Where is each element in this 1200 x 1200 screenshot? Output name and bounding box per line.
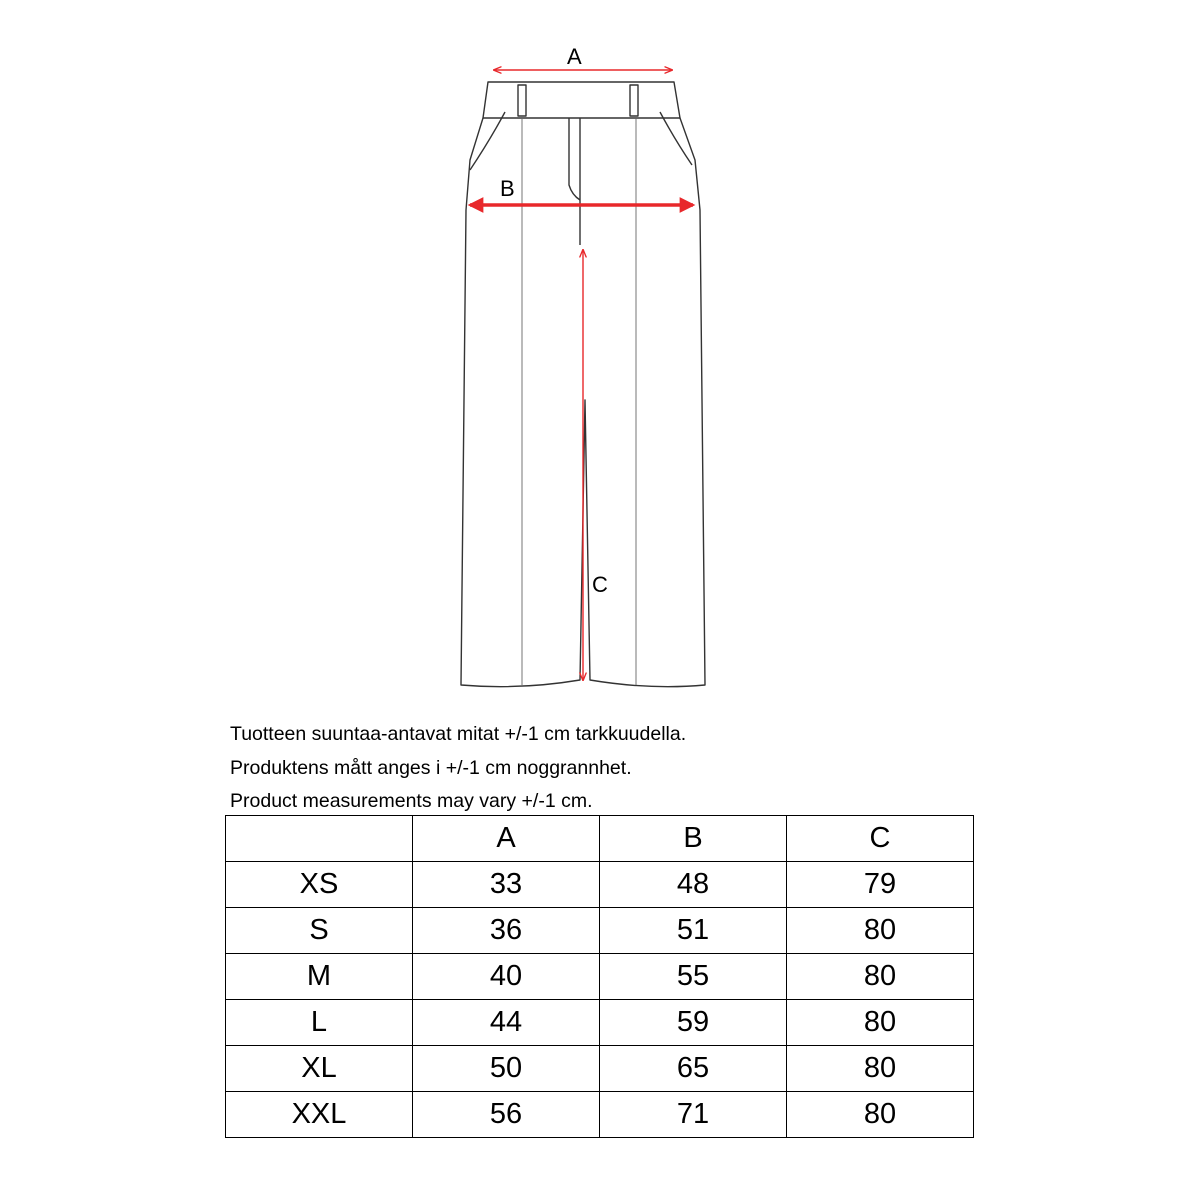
table-row: [226, 1046, 974, 1092]
size-cell: L: [226, 1000, 413, 1046]
table-header-row: [226, 816, 974, 862]
value-cell: 36: [413, 908, 600, 954]
value-cell: 51: [600, 908, 787, 954]
value-cell: 80: [787, 1046, 974, 1092]
size-table: [225, 815, 974, 1138]
value-cell: 56: [413, 1092, 600, 1138]
table-row: [226, 908, 974, 954]
value-cell: 80: [787, 1000, 974, 1046]
value-cell: 55: [600, 954, 787, 1000]
header-size: [226, 816, 413, 862]
table-row: [226, 1092, 974, 1138]
value-cell: 44: [413, 1000, 600, 1046]
value-cell: 40: [413, 954, 600, 1000]
label-b: B: [500, 176, 515, 201]
size-cell: XS: [226, 862, 413, 908]
note-finnish: Tuotteen suuntaa-antavat mitat +/-1 cm tarkkuudella.: [230, 723, 687, 745]
note-english: Product measurements may vary +/-1 cm.: [230, 790, 593, 812]
header-a: A: [413, 816, 600, 862]
waistband: [483, 82, 680, 118]
value-cell: 71: [600, 1092, 787, 1138]
label-a: A: [567, 44, 582, 69]
value-cell: 33: [413, 862, 600, 908]
header-b: B: [600, 816, 787, 862]
measurement-notes: [230, 718, 930, 819]
value-cell: 79: [787, 862, 974, 908]
value-cell: 48: [600, 862, 787, 908]
table-row: [226, 1000, 974, 1046]
header-c: C: [787, 816, 974, 862]
value-cell: 80: [787, 1092, 974, 1138]
size-cell: S: [226, 908, 413, 954]
value-cell: 50: [413, 1046, 600, 1092]
size-cell: XL: [226, 1046, 413, 1092]
size-cell: M: [226, 954, 413, 1000]
note-swedish: Produktens mått anges i +/-1 cm noggrannhet.: [230, 756, 632, 779]
table-row: [226, 862, 974, 908]
fly: [569, 118, 580, 200]
value-cell: 80: [787, 908, 974, 954]
belt-loop-right: [630, 85, 638, 116]
size-cell: XXL: [226, 1092, 413, 1138]
belt-loop-left: [518, 85, 526, 116]
table-row: [226, 954, 974, 1000]
value-cell: 80: [787, 954, 974, 1000]
value-cell: 59: [600, 1000, 787, 1046]
value-cell: 65: [600, 1046, 787, 1092]
label-c: C: [592, 572, 608, 597]
